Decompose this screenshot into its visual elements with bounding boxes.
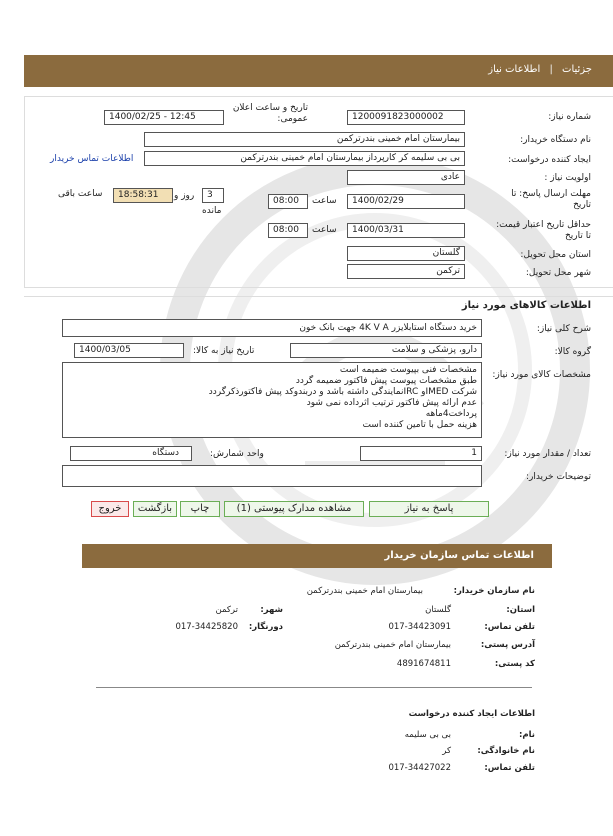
- reply-deadline-label: مهلت ارسال پاسخ: تا تاریخ: [511, 189, 591, 210]
- remaining-suffix-label: مانده: [202, 206, 222, 216]
- creator-field: بی بی سلیمه کر کارپرداز بیمارستان امام خمینی بندرترکمن: [144, 151, 465, 166]
- contact-city-label: شهر:: [260, 605, 283, 615]
- group-field: دارو، پزشکی و سلامت: [290, 343, 482, 358]
- creator-first-name-value: بی بی سلیمه: [404, 730, 451, 740]
- reply-time-field: 08:00: [268, 194, 308, 209]
- specs-line: پرداخت4ماهه: [425, 409, 477, 419]
- price-validity-label: حداقل تاریخ اعتبار قیمت: تا تاریخ: [496, 220, 591, 241]
- need-date-label: تاریخ نیاز به کالا:: [193, 346, 255, 356]
- reply-button[interactable]: پاسخ به نیاز: [369, 501, 489, 517]
- need-number-label: شماره نیاز:: [548, 112, 591, 122]
- specs-line: طبق مشخصات پیوست پیش فاکتور ضمیمه گردد: [295, 376, 477, 386]
- goods-section-title: اطلاعات کالاهای مورد نیاز: [461, 300, 591, 311]
- contact-province-label: استان:: [506, 605, 535, 615]
- contact-phone-label: تلفن تماس:: [484, 622, 535, 632]
- buyer-notes-field: [62, 465, 482, 487]
- contact-fax-value: 017-34425820: [175, 622, 238, 632]
- qty-label: تعداد / مقدار مورد نیاز:: [504, 449, 591, 459]
- address-value: بیمارستان امام خمینی بندرترکمن: [334, 640, 451, 650]
- priority-label: اولویت نیاز :: [544, 173, 591, 183]
- back-button[interactable]: بازگشت: [133, 501, 177, 517]
- creator-last-name-label: نام خانوادگی:: [477, 746, 535, 756]
- announce-datetime-field: 1400/02/25 - 12:45: [104, 110, 224, 125]
- specs-textarea: [62, 362, 482, 438]
- contact-header-bar: [82, 544, 552, 568]
- qty-field: 1: [360, 446, 482, 461]
- creator-label: ایجاد کننده درخواست:: [508, 155, 591, 165]
- specs-line: عدم ارائه پیش فاکتور ترتیب اثرداده نمی شود: [306, 398, 477, 408]
- remaining-time-field: 18:58:31: [113, 188, 173, 203]
- contact-province-value: گلستان: [425, 605, 451, 615]
- remaining-days-field: 3: [202, 188, 224, 203]
- exit-button[interactable]: خروج: [91, 501, 129, 517]
- creator-section-title: اطلاعات ایجاد کننده درخواست: [408, 709, 535, 719]
- creator-first-name-label: نام:: [518, 730, 535, 740]
- price-time-label: ساعت: [312, 225, 337, 235]
- city-field: ترکمن: [347, 264, 465, 279]
- priority-field: عادی: [347, 170, 465, 185]
- org-name-value: بیمارستان امام خمینی بندرترکمن: [306, 586, 423, 596]
- group-label: گروه کالا:: [554, 347, 591, 357]
- specs-label: مشخصات کالای مورد نیاز:: [492, 370, 591, 380]
- need-date-field: 1400/03/05: [74, 343, 184, 358]
- creator-last-name-value: کر: [442, 746, 451, 756]
- reply-date-field: 1400/02/29: [347, 194, 465, 209]
- creator-phone-value: 017-34427022: [388, 763, 451, 773]
- summary-field: خرید دستگاه استابلایزر 4K V A جهت بانک خون: [62, 319, 482, 337]
- remaining-hours-label: ساعت باقی: [58, 189, 103, 199]
- buyer-notes-label: توضیحات خریدار:: [525, 472, 591, 482]
- print-button[interactable]: چاپ: [180, 501, 220, 517]
- unit-field: دستگاه: [70, 446, 192, 461]
- contact-phone-value: 017-34423091: [388, 622, 451, 632]
- announce-label: تاریخ و ساعت اعلان عمومی:: [232, 103, 308, 124]
- contact-city-value: ترکمن: [215, 605, 238, 615]
- address-label: آدرس پستی:: [480, 640, 535, 650]
- page-header-bar: [24, 55, 613, 87]
- buyer-org-field: بیمارستان امام خمینی بندرترکمن: [144, 132, 465, 147]
- org-name-label: نام سازمان خریدار:: [453, 586, 535, 596]
- buyer-org-label: نام دستگاه خریدار:: [520, 135, 591, 145]
- remaining-day-label: روز و: [174, 191, 195, 201]
- city-label: شهر محل تحویل:: [525, 268, 591, 278]
- divider: [96, 687, 532, 688]
- breadcrumb-need-info[interactable]: اطلاعات نیاز: [488, 64, 541, 75]
- specs-line: شرکت IMEDو IRCنمایندگی داشته باشد و دربندوکد پیش فاکتورذکرگردد: [208, 387, 477, 397]
- buyer-contact-link[interactable]: اطلاعات تماس خریدار: [50, 154, 134, 164]
- province-label: استان محل تحویل:: [520, 250, 591, 260]
- unit-label: واحد شمارش:: [210, 449, 264, 459]
- breadcrumb: جزئیات | اطلاعات نیاز: [488, 64, 592, 75]
- contact-bar-title: اطلاعات تماس سازمان خریدار: [384, 550, 534, 561]
- summary-label: شرح کلی نیاز:: [536, 324, 591, 334]
- specs-line: مشخصات فنی بپیوست ضمیمه است: [339, 365, 477, 375]
- price-date-field: 1400/03/31: [347, 223, 465, 238]
- price-time-field: 08:00: [268, 223, 308, 238]
- province-field: گلستان: [347, 246, 465, 261]
- specs-line: هزینه حمل با تامین کننده است: [362, 420, 477, 430]
- attachments-button[interactable]: مشاهده مدارک پیوستی (1): [224, 501, 364, 517]
- contact-fax-label: دورنگار:: [248, 622, 283, 632]
- need-number-field: 1200091823000002: [347, 110, 465, 125]
- postal-code-label: کد پستی:: [494, 659, 535, 669]
- reply-time-label: ساعت: [312, 196, 337, 206]
- breadcrumb-details[interactable]: جزئیات: [562, 64, 592, 75]
- creator-phone-label: تلفن تماس:: [484, 763, 535, 773]
- postal-code-value: 4891674811: [396, 659, 451, 669]
